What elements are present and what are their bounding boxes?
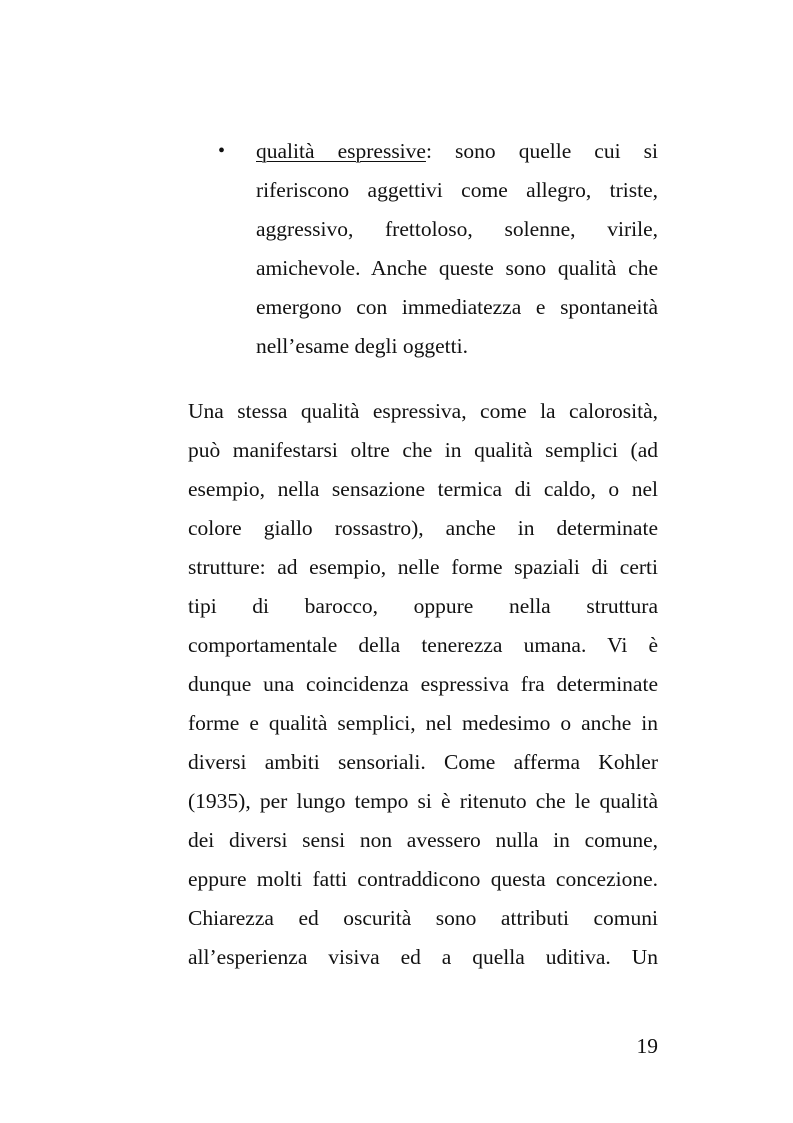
bullet-term: qualità espressive [256, 139, 426, 163]
bullet-line-2: riferiscono aggettivi come allegro, triste, [256, 178, 658, 202]
bullet-marker: • [218, 140, 226, 162]
paragraph-line-6: tipi di barocco, oppure nella struttura [188, 594, 658, 618]
paragraph-line-14: Chiarezza ed oscurità sono attributi comuni [188, 906, 658, 930]
bullet-line-6: nell’esame degli oggetti. [256, 334, 468, 358]
paragraph-line-10: diversi ambiti sensoriali. Come afferma Kohler [188, 750, 658, 774]
paragraph-line-7: comportamentale della tenerezza umana. Vi è [188, 633, 658, 657]
paragraph-line-2: può manifestarsi oltre che in qualità semplici (ad [188, 438, 658, 462]
bullet-line-3: aggressivo, frettoloso, solenne, virile, [256, 217, 658, 241]
bullet-line-5: emergono con immediatezza e spontaneità [256, 295, 658, 319]
paragraph-line-12: dei diversi sensi non avessero nulla in comune, [188, 828, 658, 852]
paragraph-line-1: Una stessa qualità espressiva, come la calorosità, [188, 399, 658, 423]
paragraph-line-11: (1935), per lungo tempo si è ritenuto che le qualità [188, 789, 658, 813]
bullet-line-1 [256, 138, 658, 164]
paragraph-line-8: dunque una coincidenza espressiva fra determinate [188, 672, 658, 696]
paragraph-line-5: strutture: ad esempio, nelle forme spaziali di certi [188, 555, 658, 579]
bullet-line-1-rest: : sono quelle cui si [425, 139, 658, 163]
paragraph-line-9: forme e qualità semplici, nel medesimo o anche in [188, 711, 658, 735]
paragraph-line-4: colore giallo rossastro), anche in determinate [188, 516, 658, 540]
paragraph-line-3: esempio, nella sensazione termica di caldo, o nel [188, 477, 658, 501]
paragraph-line-15: all’esperienza visiva ed a quella uditiva. Un [188, 945, 658, 969]
bullet-line-4: amichevole. Anche queste sono qualità che [256, 256, 658, 280]
page-number: 19 [636, 1034, 658, 1058]
paragraph-line-13: eppure molti fatti contraddicono questa concezione. [188, 867, 658, 891]
